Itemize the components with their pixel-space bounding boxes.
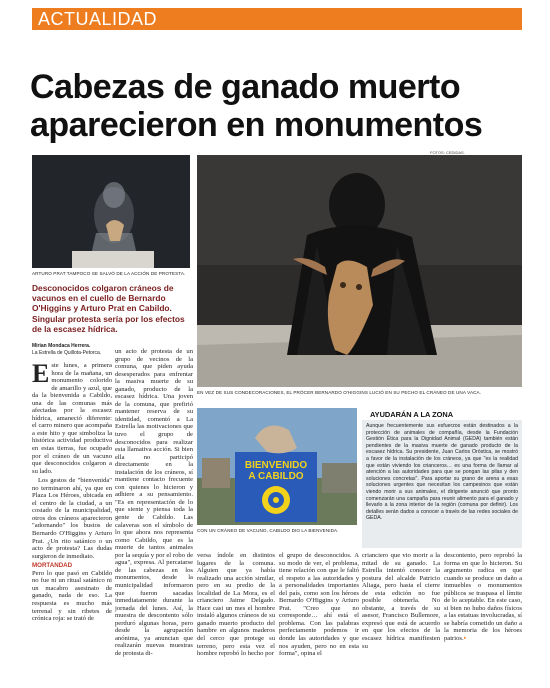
byline-author: Mirian Mondaca Herrera.: [32, 343, 91, 349]
photo-credit: FOTOS: CEDIDAS.: [430, 150, 465, 155]
drop-cap: E: [32, 362, 50, 388]
column-1-para-2: Los gestos de "bienvenida" no terminaron ahí, ya que en Plaza Los Héroes, ubicada en el centro de la ciudad, a un costado de la municipalidad, otros dos cráneos aparecieron "adornando" los bustos de Bernardo O'Higgins y Arturo Prat. ¿Un rito satánico o un acto de protesta? Las dudas surgieron de inmediato.: [32, 477, 112, 560]
subhead-mortandad: MORTANDAD: [32, 562, 73, 570]
photo-sign: [197, 408, 357, 525]
column-1-para-1: ste lunes, a primera hora de la mañana, un monumento colorido de amarillo y azul, que da la bienvenida a Cabildo, una de las comunas más afectadas por la escasez hídrica, amaneció diferente: el carro minero que acompaña a este hito y que simboliza la histórica actividad productiva en estas tierras, fue ocupado por el cráneo de un vacuno que desconocidos colgaron a su lado.: [32, 362, 112, 475]
column-1-para-3: Pero lo que pasó en Cabildo no fue ni un ritual satánico ni un macabro asesinato de ganado, nada de eso. La respuesta es mucho más terrenal y sin ribetes de crónica roja: se trató de: [32, 569, 112, 623]
article-column-1: [32, 362, 112, 688]
photo-prat: [32, 155, 190, 268]
photo-ohiggins: [197, 155, 522, 387]
ohiggins-statue-image: [197, 155, 522, 387]
caption-sign: CON UN CRÁNEO DE VACUNO, CABILDO DIO LA BIENVENIDA.: [197, 528, 339, 533]
byline: [32, 343, 101, 356]
article-column-2: [115, 348, 193, 688]
section-label: ACTUALIDAD: [38, 9, 158, 29]
caption-prat: ARTURO PRAT TAMPOCO SE SALVÓ DE LA ACCIÓN DE PROTESTA.: [32, 271, 186, 276]
column-2-text: un acto de protesta de un grupo de vecinos de la comuna, que piden ayuda desesperados para enfrentar la masiva muerte de su ganado, producto de la escasez hídrica. Una joven de la comuna, que prefirió mantener reserva de su identidad, comentó a La Estrella las motivaciones que tuvo el grupo de desconocidos para realizar esta llamativa acción. Si bien ella no participó directamente en la instalación de los cráneos, sí mantiene contacto frecuente con quienes lo hicieron y adhiere a su pensamiento. "Es en representación de lo que siente y piensa toda la gente de Cabildo. Las calaveras son el símbolo de lo que ahora nos representa como Cabildo, que es la muerte de tantos animales por la sequía y por el robo de agua", expresa. Al percatarse de las cabezas en los monumentos, desde la municipalidad informaron que fueron sacadas inmediatamente durante la jornada del lunes. Así, la muestra de descontento sólo perduró algunas horas, pero desde la agrupación anónima, ya anuncian que realizarán nuevas muestras de protesta di-: [115, 348, 193, 657]
column-5-text: crianciero que vio morir a la mitad de su ganado. La Estrella intentó conocer la postura del alcalde Patricio Aliaga, pero hasta el cierre de esta edición no fue posible obtenerla. No obstante, a través de su asesor, Francisco Bullemore, expresó que está de acuerdo en que los efectos de la escasez hídrica manifiesten su: [362, 552, 440, 650]
column-6-text: descontento, pero reprobó la forma en que lo hicieron. Su argumento radica en que cuando se produce un daño a inmuebles o monumentos públicos se traspasa el límite de lo aceptable. En este caso, si bien no hubo daños físicos a las estatuas involucradas, sí se habría cometido un daño a la memoria de los héroes patrios.: [444, 552, 522, 643]
column-3-text: versa índole en distintos lugares de la comuna. Alguien que ya había realizado una acción similar, pero en su predio de la localidad de La Mora, es el crianciero Jaime Delgado. Hace casi un mes el hombre instaló algunos cráneos de su ganado muerto producto del hambre en algunos maderos del cerco que protege su terreno, pero esta vez el hombre reprobó lo hecho por: [197, 552, 275, 658]
sidebar-body: Aunque frecuentemente sus esfuerzos están destinados a la protección de animales de compañía, desde la Fundación Gestión Ética para la Dignidad Animal (GEDA) también están pendientes de la masiva muerte de ganado producto de la escasez hídrica. Su presidente, Juan Carlos Oróstica, se mostró a favor de la instalación de los cráneos, ya que "es la realidad que están viviendo los crianceros… es una forma de llamar al atención a las autoridades para que se pongan las pilas y den soluciones concretas". Para aportar su grano de arena a esas soluciones urgentes que necesitan los campesinos que están viendo morir a sus animales, el dirigente anunció que pronto comenzarán una campaña para reunir alimento para el ganado y llevarlo a la zona interior de la región (comuna por definir). Los detalles serán dados a conocer a través de las redes sociales de GEDA.: [366, 423, 518, 522]
sign-line-1: BIENVENIDO: [244, 460, 308, 471]
end-mark: ▪: [463, 635, 466, 643]
sign-line-2: A CABILDO: [248, 471, 304, 482]
sidebar-title: AYUDARÁN A LA ZONA: [370, 410, 454, 419]
article-column-5: [362, 552, 440, 688]
prat-statue-image: [32, 155, 190, 268]
section-header: [32, 8, 522, 30]
column-4-text: el grupo de desconocidos. A su modo de ver, el problema, tiene relación con que le faltó el respeto a las autoridades y a personalidades importantes del país, como son los héroes Bernardo O'Higgins y Arturo Prat. "Creo que no corresponde… ahí está el problema. Con las palabras perfectamente podemos ir donde las autoridades y que nos ayuden, pero no en esta forma", opina el: [279, 552, 359, 658]
caption-ohiggins: EN VEZ DE SUS CONDECORACIONES, EL PRÓCER BERNARDO O'HIGGINS LUCIÓ EN SU PECHO EL CRÁNEO DE UNA VACA.: [197, 390, 482, 395]
sidebar-box: [362, 420, 522, 548]
headline: Cabezas de ganado muerto aparecieron en monumentos: [30, 68, 483, 144]
article-column-4: [279, 552, 359, 688]
byline-outlet: La Estrella de Quillota-Petorca.: [32, 349, 102, 356]
article-deck: Desconocidos colgaron cráneos de vacunos en el cuello de Bernardo O'Higgins y Arturo Prat en Cabildo. Singular protesta sería por los efectos de la escasez hídrica.: [32, 283, 185, 334]
welcome-sign-image: [197, 408, 357, 525]
article-column-3: [197, 552, 275, 688]
article-column-6: [444, 552, 522, 688]
